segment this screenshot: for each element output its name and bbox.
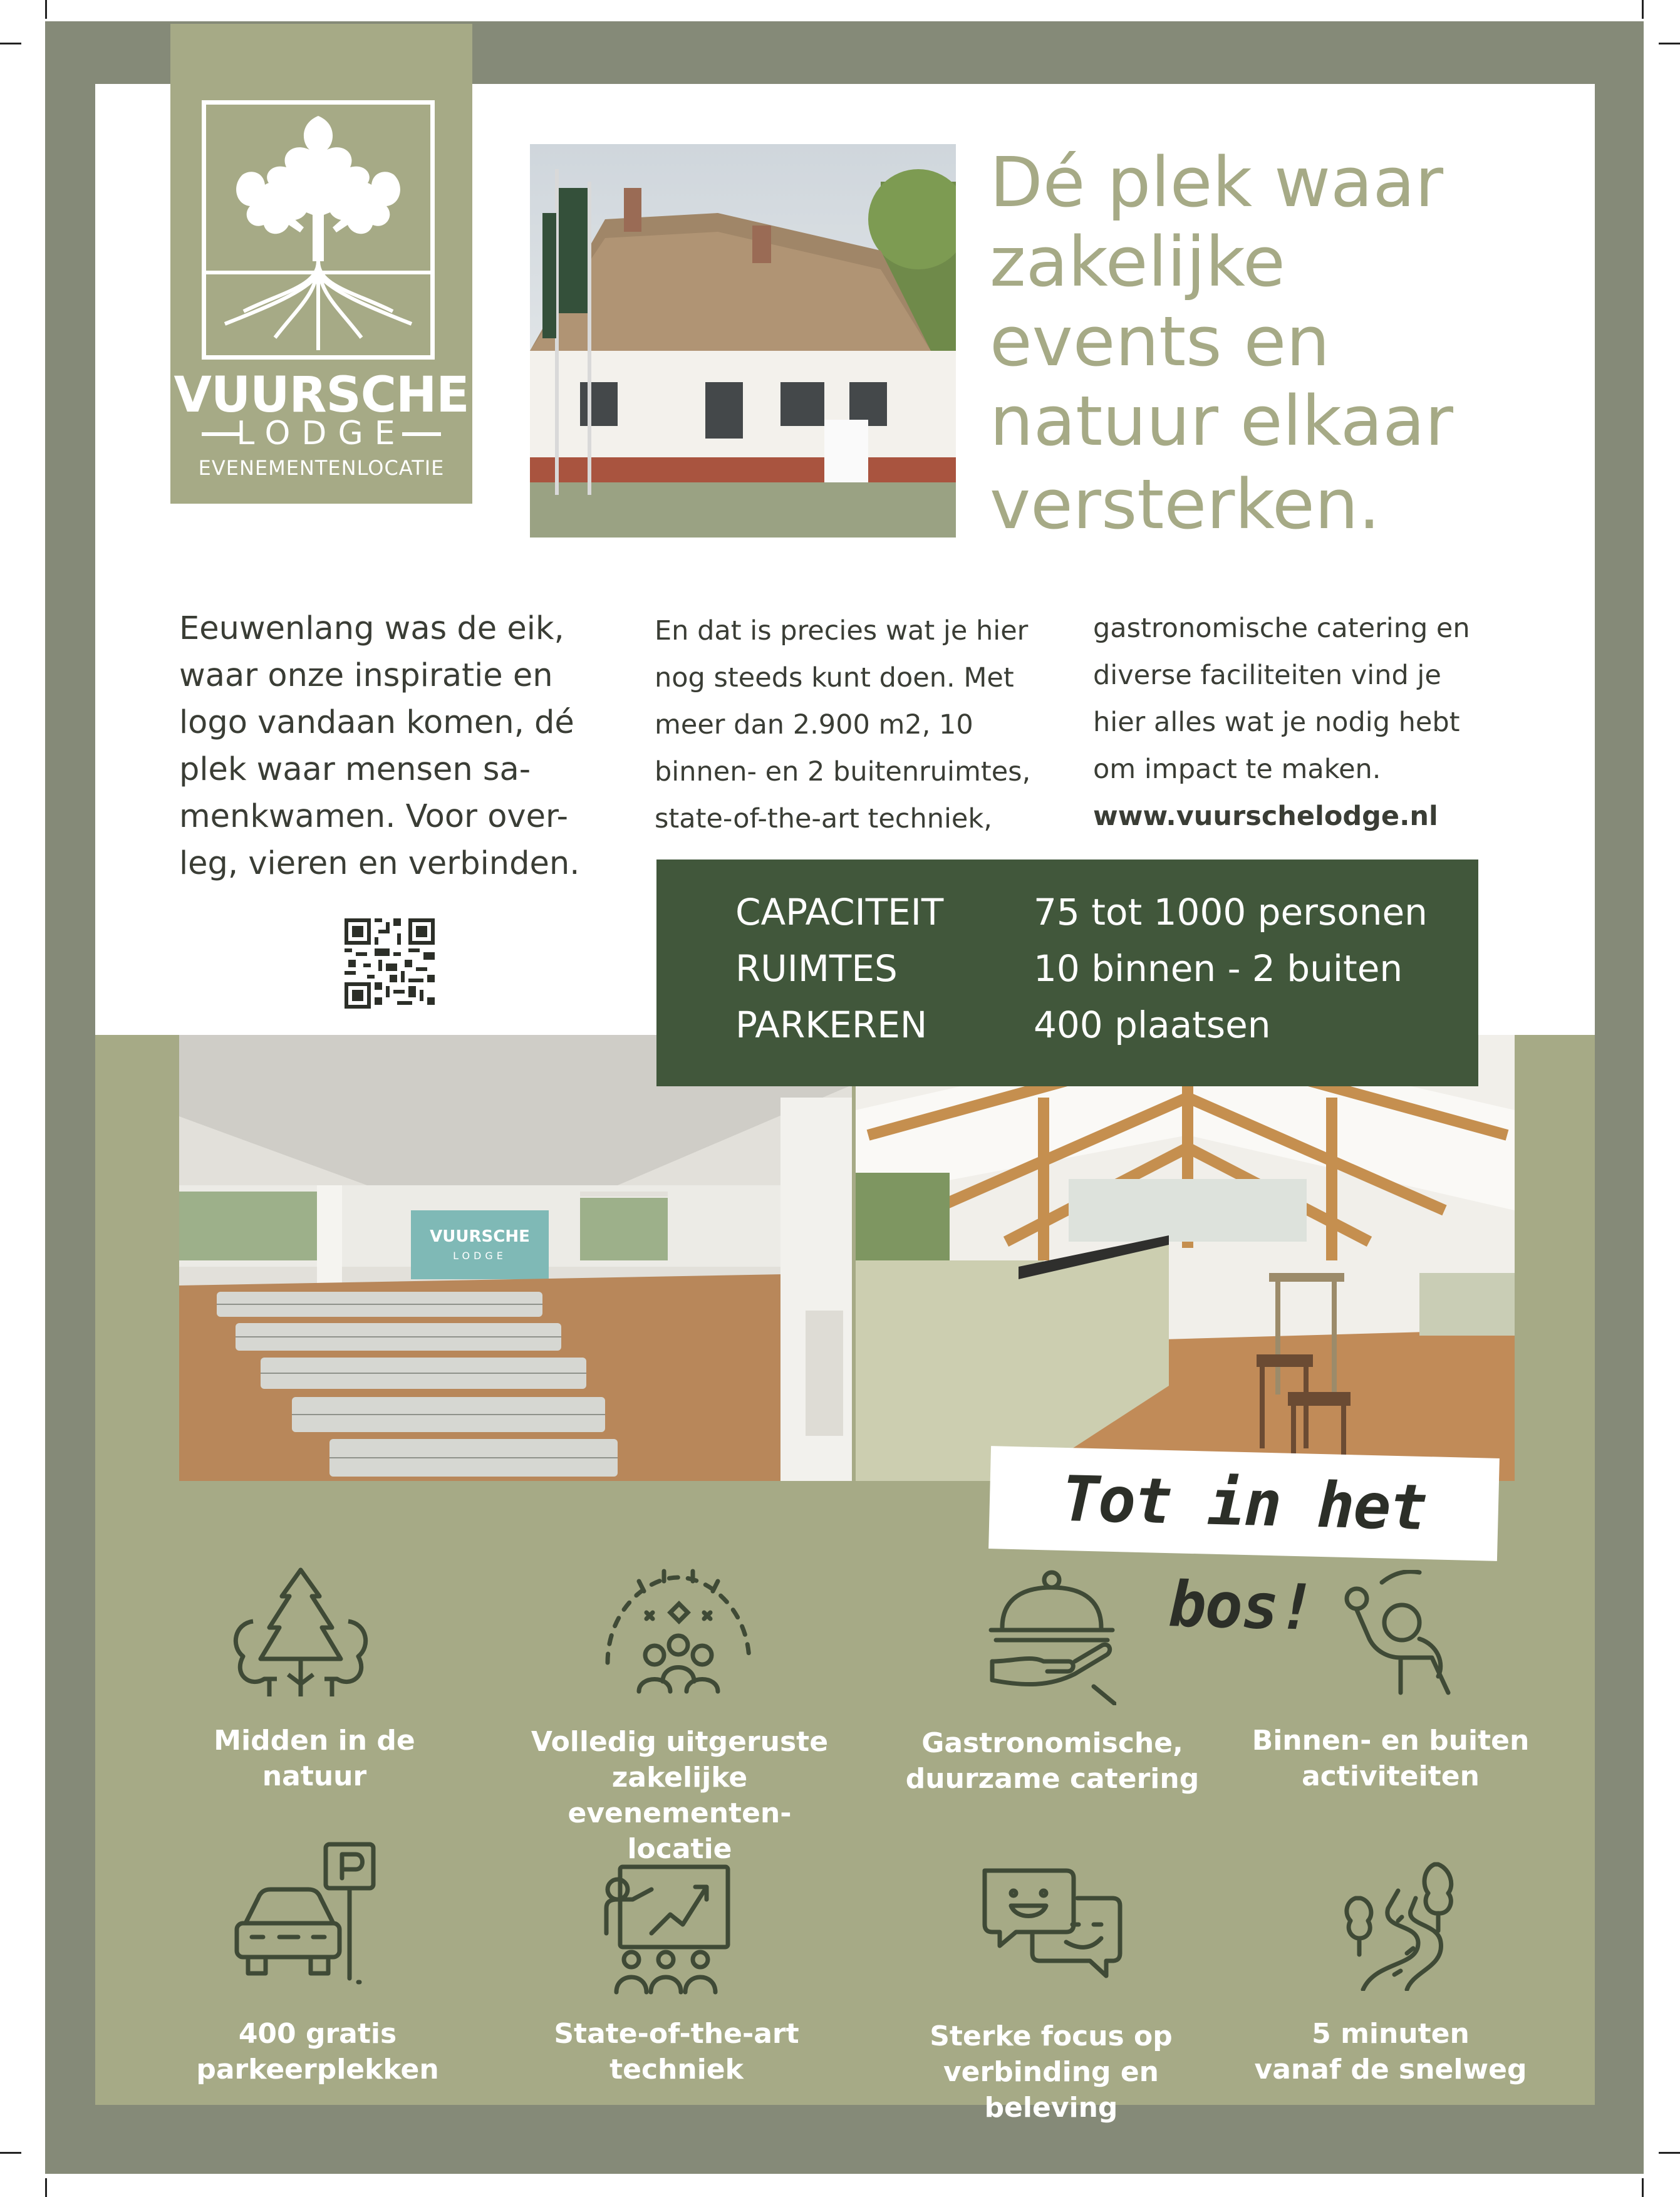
crop-mark xyxy=(1642,2178,1644,2197)
intro-line: logo vandaan komen, dé xyxy=(179,704,574,741)
qr-code[interactable] xyxy=(345,918,435,1009)
feature-label-line: Binnen- en buiten xyxy=(1252,1725,1530,1757)
fact-label: CAPACITEIT xyxy=(735,891,944,933)
feature-label-line: verbinding en beleving xyxy=(943,2056,1159,2124)
feature-label-line: zakelijke evenementen- xyxy=(568,1762,792,1829)
intro-line: gastronomische catering en xyxy=(1093,613,1470,644)
feature-label xyxy=(889,1725,1215,1797)
intro-line: state-of-the-art techniek, xyxy=(655,803,992,834)
headline xyxy=(990,143,1553,544)
intro-line: leg, vieren en verbinden. xyxy=(179,845,580,882)
chat-faces-icon xyxy=(978,1864,1126,1990)
headline-line: natuur elkaar xyxy=(990,381,1453,461)
feature-label-line: duurzame catering xyxy=(905,1763,1200,1795)
feature-label xyxy=(495,2016,858,2087)
screen-logo-line1: VUURSCHE xyxy=(430,1227,530,1246)
fact-value: 75 tot 1000 personen xyxy=(1034,891,1428,933)
crop-mark xyxy=(45,0,47,19)
tagline-sticker xyxy=(988,1446,1500,1644)
ball-throw-activity-icon xyxy=(1338,1570,1452,1700)
brand-name-line1: VUURSCHE xyxy=(174,367,469,423)
intro-line: Eeuwenlang was de eik, xyxy=(179,610,564,647)
catering-cloche-icon xyxy=(987,1567,1116,1705)
crop-mark xyxy=(1642,0,1644,19)
feature-label-line: State-of-the-art techniek xyxy=(554,2018,799,2085)
crop-mark xyxy=(0,43,21,44)
screen-logo-line2: LODGE xyxy=(453,1250,507,1262)
fact-value: 10 binnen - 2 buiten xyxy=(1034,947,1403,990)
oak-tree-icon xyxy=(206,105,430,355)
headline-line: events en xyxy=(990,301,1330,382)
presentation-board-icon xyxy=(601,1864,730,1995)
key-facts-panel xyxy=(656,860,1478,1086)
bar-attic-photo xyxy=(856,1035,1515,1481)
headline-line: zakelijke xyxy=(990,222,1285,302)
fact-value: 400 plaatsen xyxy=(1034,1004,1271,1046)
feature-label-line: vanaf de snelweg xyxy=(1254,2054,1527,2085)
feature-label-line: 400 gratis xyxy=(238,2018,397,2050)
crop-mark xyxy=(1659,2152,1680,2154)
brand-logo xyxy=(170,24,472,504)
intro-line: En dat is precies wat je hier xyxy=(655,615,1029,647)
intro-line: diverse faciliteiten vind je xyxy=(1093,660,1441,691)
feature-label-line: activiteiten xyxy=(1302,1760,1480,1792)
tagline-text: Tot in het bos! xyxy=(1060,1462,1428,1644)
oak-tree-emblem xyxy=(202,100,435,360)
feature-label xyxy=(1247,1723,1535,1794)
intro-line: nog steeds kunt doen. Met xyxy=(655,662,1014,693)
forest-icon xyxy=(226,1565,376,1704)
event-audience-icon xyxy=(601,1569,755,1700)
crop-mark xyxy=(0,2152,21,2154)
feature-label-line: Midden in de natuur xyxy=(214,1725,415,1792)
intro-line: om impact te maken. xyxy=(1093,754,1381,785)
intro-column-1 xyxy=(179,605,593,887)
feature-label xyxy=(164,1723,465,1794)
feature-label-line: parkeerplekken xyxy=(196,2054,439,2085)
feature-label xyxy=(876,2018,1226,2126)
headline-line: Dé plek waar xyxy=(990,142,1444,222)
feature-label-line: Volledig uitgeruste xyxy=(531,1726,829,1758)
feature-label xyxy=(170,2016,465,2087)
intro-line: meer dan 2.900 m2, 10 xyxy=(655,709,973,740)
feature-label-line: Sterke focus op xyxy=(930,2020,1173,2052)
feature-label-line: Gastronomische, xyxy=(921,1727,1183,1759)
intro-column-3 xyxy=(1093,605,1519,840)
intro-line: hier alles wat je nodig hebt xyxy=(1093,707,1460,738)
feature-label xyxy=(1247,2016,1535,2087)
crop-mark xyxy=(1659,43,1680,44)
feature-label-line: locatie xyxy=(627,1833,732,1865)
parking-car-icon xyxy=(233,1842,380,1987)
fact-label: PARKEREN xyxy=(735,1004,928,1046)
conference-hall-photo xyxy=(179,1035,852,1481)
fact-label: RUIMTES xyxy=(735,947,898,990)
venue-exterior-photo xyxy=(530,144,956,538)
brand-name-line2: LODGE xyxy=(236,415,407,452)
intro-line: waar onze inspiratie en xyxy=(179,657,553,694)
intro-line: plek waar mensen sa- xyxy=(179,751,531,788)
intro-line: binnen- en 2 buitenruimtes, xyxy=(655,756,1031,787)
headline-line: versterken. xyxy=(990,464,1381,544)
crop-mark xyxy=(45,2178,47,2197)
feature-label-line: 5 minuten xyxy=(1312,2018,1470,2050)
intro-line: menkwamen. Voor over- xyxy=(179,798,569,835)
brand-subtitle: EVENEMENTENLOCATIE xyxy=(198,456,445,480)
intro-column-2 xyxy=(655,608,1055,843)
winding-road-trees-icon xyxy=(1338,1861,1461,1991)
website-link[interactable]: www.vuurschelodge.nl xyxy=(1093,801,1438,832)
feature-label xyxy=(498,1724,861,1867)
